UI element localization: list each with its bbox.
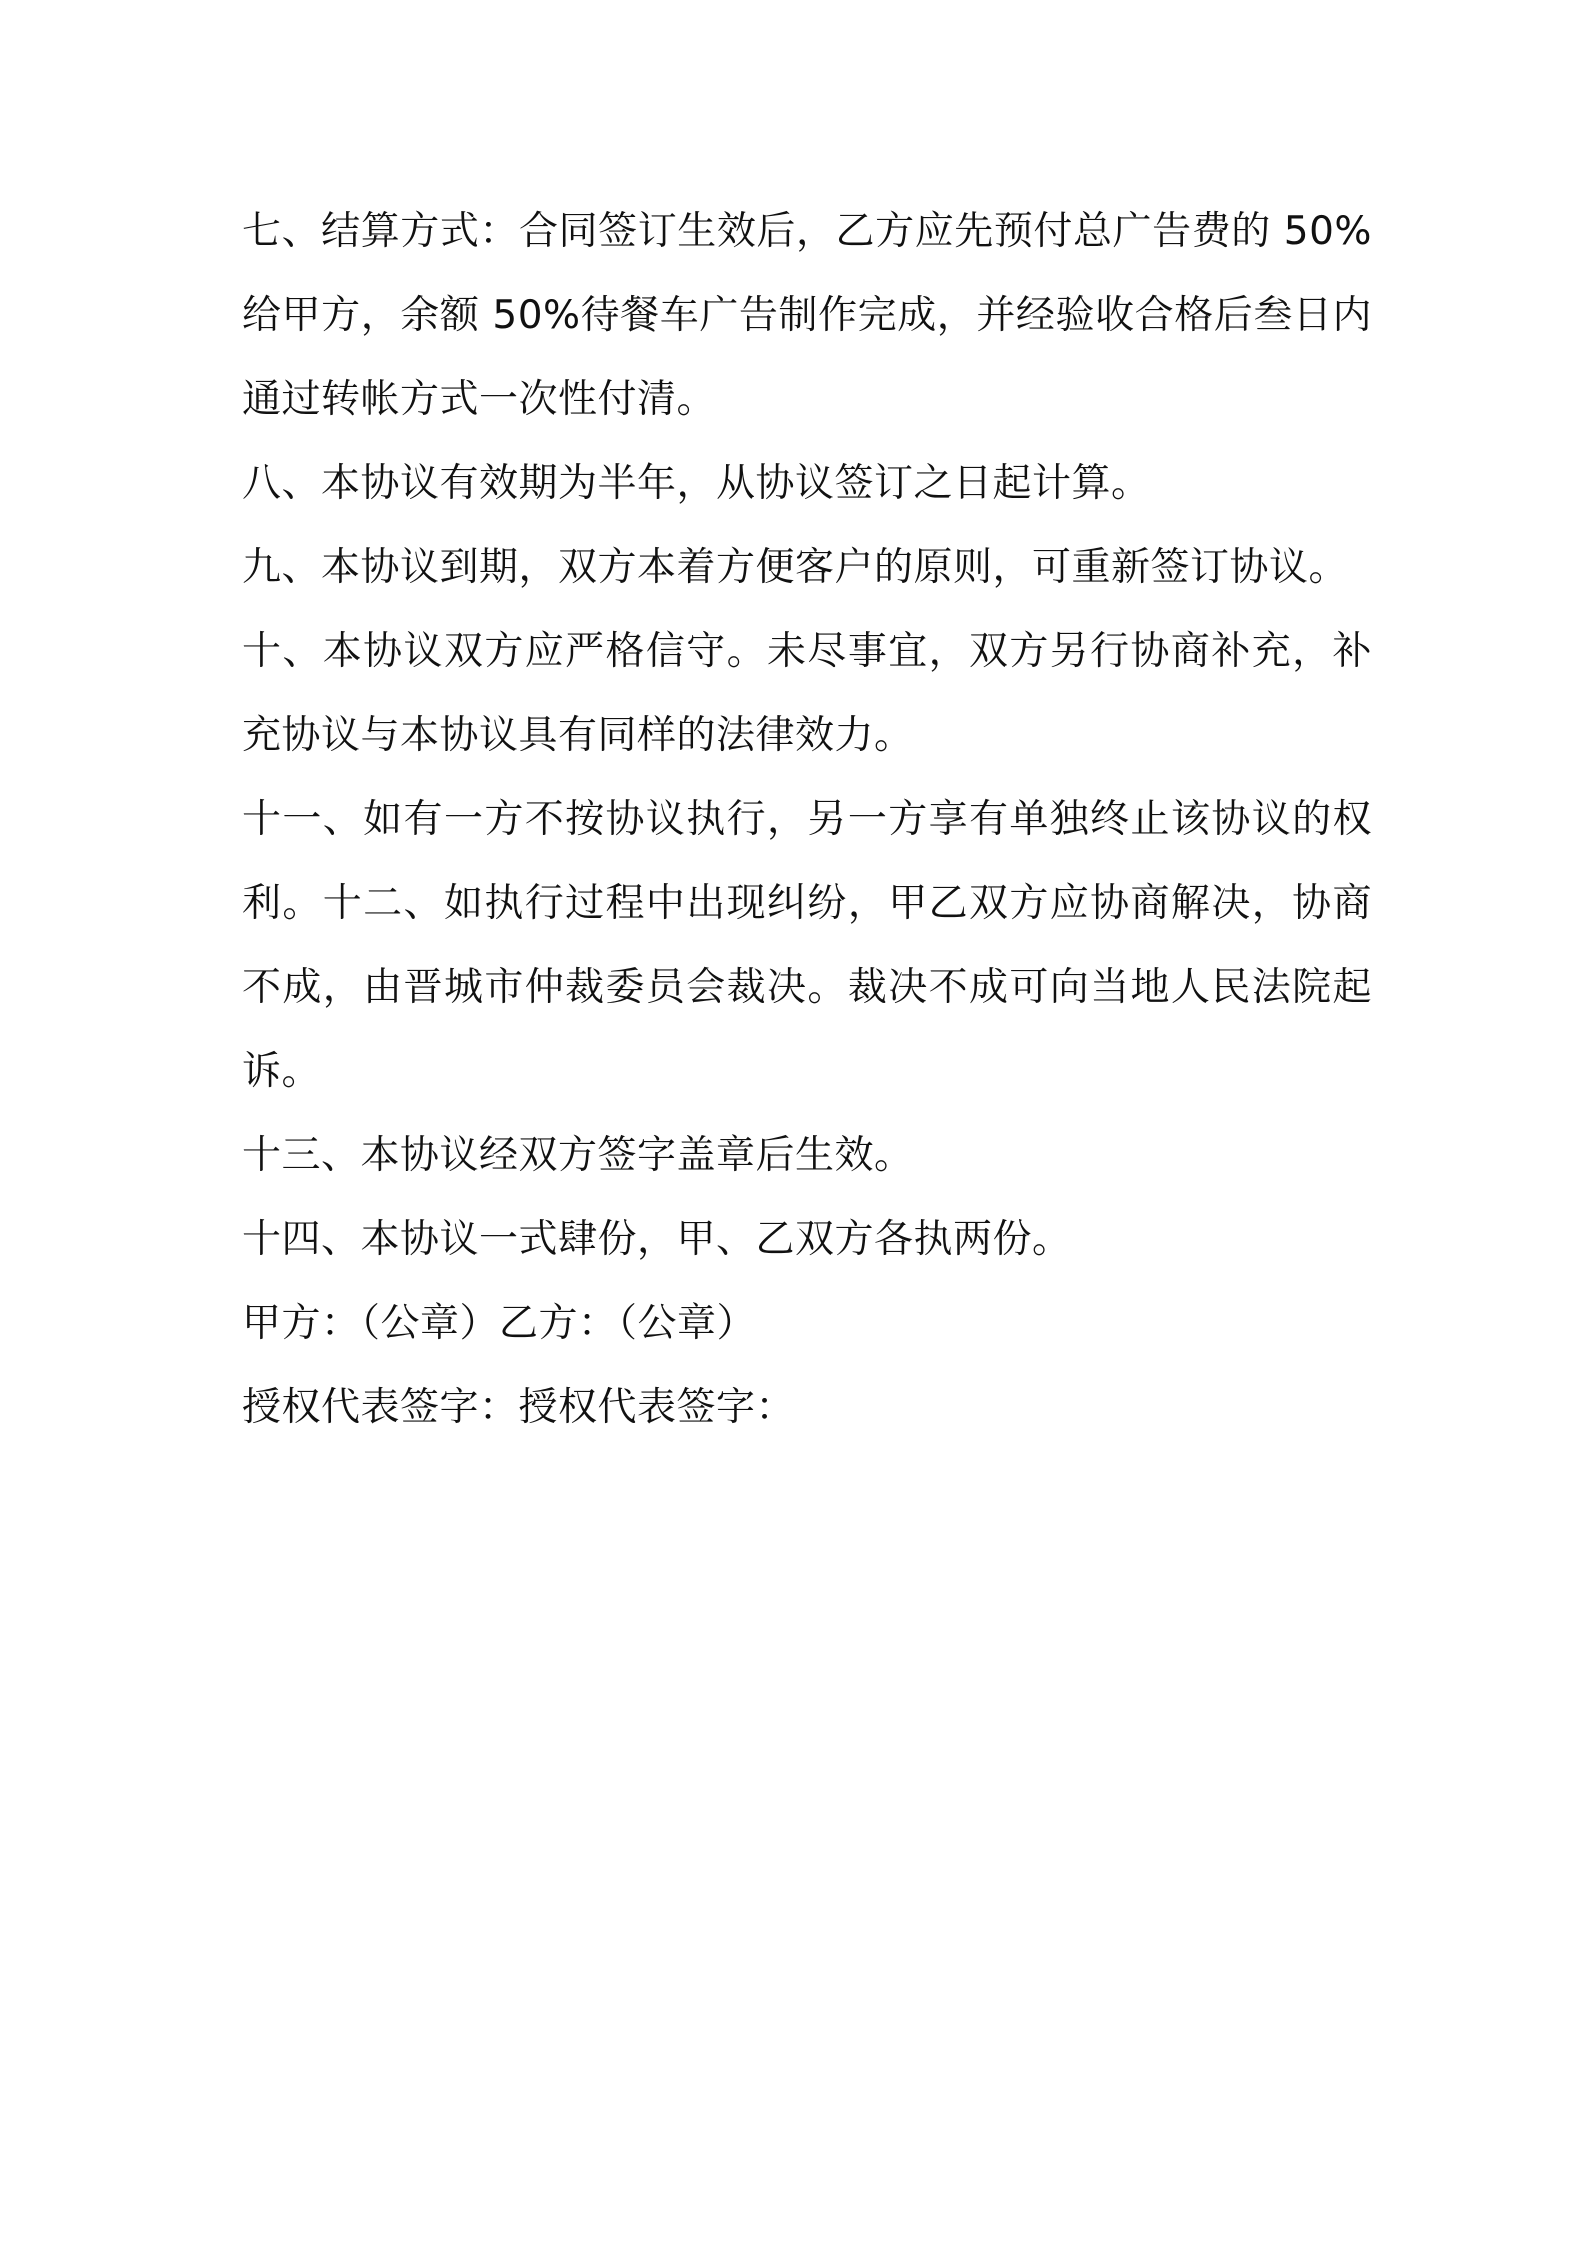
clause-7-settlement: 七、结算方式：合同签订生效后，乙方应先预付总广告费的 50%给甲方，余额 50%待餐车广告制作完成，并经验收合格后叁日内通过转帐方式一次性付清。 — [242, 209, 1372, 422]
clause-14-copies: 十四、本协议一式肆份，甲、乙双方各执两份。 — [242, 1217, 1072, 1262]
signature-line: 授权代表签字：授权代表签字： — [242, 1385, 796, 1430]
clause-11-12-termination-disputes: 十一、如有一方不按协议执行，另一方享有单独终止该协议的权利。十二、如执行过程中出现纠纷，甲乙双方应协商解决，协商不成，由晋城市仲裁委员会裁决。裁决不成可向当地人民法院起诉。 — [242, 797, 1372, 1094]
party-seal-line: 甲方：（公章）乙方：（公章） — [242, 1301, 757, 1346]
clause-8-validity: 八、本协议有效期为半年，从协议签订之日起计算。 — [242, 461, 1151, 506]
clause-9-renewal: 九、本协议到期，双方本着方便客户的原则，可重新签订协议。 — [242, 545, 1349, 590]
clause-10-compliance: 十、本协议双方应严格信守。未尽事宜，双方另行协商补充，补充协议与本协议具有同样的法律效力。 — [242, 629, 1372, 758]
document-body — [242, 190, 1372, 1450]
clause-13-effectiveness: 十三、本协议经双方签字盖章后生效。 — [242, 1133, 914, 1178]
